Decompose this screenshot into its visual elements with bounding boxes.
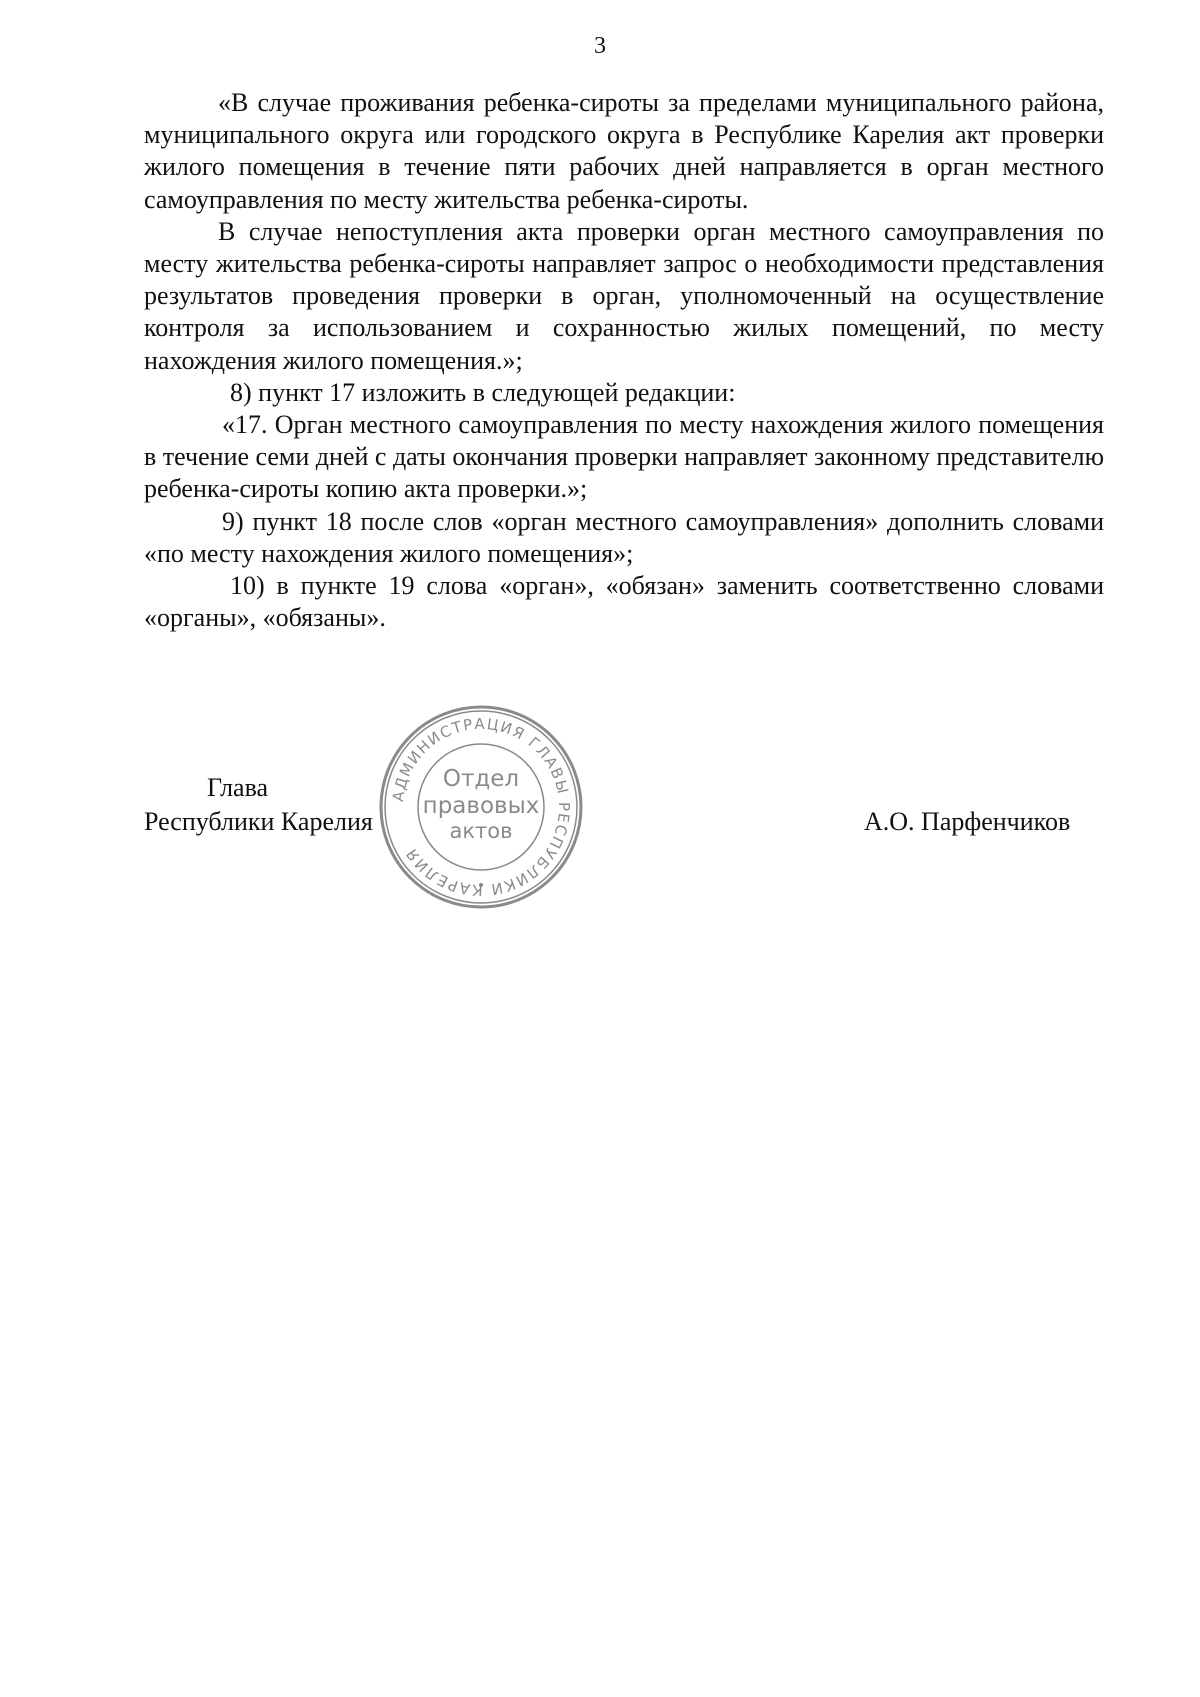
- official-stamp: [376, 702, 586, 912]
- paragraph-inspection-request: В случае непоступления акта проверки орган местного самоуправления по месту жительства ребенка-сироты направляет запрос о необходимости представления результатов проведения проверки в орган, уполномоченный на осуществление контроля за использованием и сохранностью жилых помещений, по месту нахождения жилого помещения.»;: [144, 216, 1104, 375]
- document-body: [144, 87, 1104, 634]
- signature-title-line2: Республики Карелия: [144, 807, 373, 836]
- paragraph-orphan-residence: «В случае проживания ребенка-сироты за пределами муниципального района, муниципального округа или городского округа в Республике Карелия акт проверки жилого помещения в течение пяти рабочих дней направляется в орган местного самоуправления по месту жительства ребенка-сироты.: [144, 88, 1104, 214]
- signatory-name: А.О. Парфенчиков: [864, 807, 1071, 836]
- page-number: 3: [594, 33, 606, 59]
- stamp-graphic: [376, 702, 586, 912]
- paragraph-point-17: «17. Орган местного самоуправления по месту нахождения жилого помещения в течение семи дней с даты окончания проверки направляет законному представителю ребенка-сироты копию акта проверки.»;: [144, 410, 1104, 504]
- paragraph-item-10: 10) в пункте 19 слова «орган», «обязан» заменить соответственно словами «органы», «обязаны».: [144, 571, 1104, 633]
- paragraph-item-9: 9) пункт 18 после слов «орган местного самоуправления» дополнить словами «по месту нахождения жилого помещения»;: [144, 506, 1104, 568]
- signature-title-line1: Глава: [207, 773, 269, 802]
- stamp-line-2: правовых: [422, 793, 540, 819]
- stamp-outer-text: АДМИНИСТРАЦИЯ ГЛАВЫ РЕСПУБЛИКИ КАРЕЛИЯ: [389, 714, 574, 900]
- stamp-line-1: Отдел: [442, 766, 520, 792]
- paragraph-item-8: 8) пункт 17 изложить в следующей редакции:: [230, 377, 736, 407]
- stamp-line-3: актов: [449, 819, 513, 843]
